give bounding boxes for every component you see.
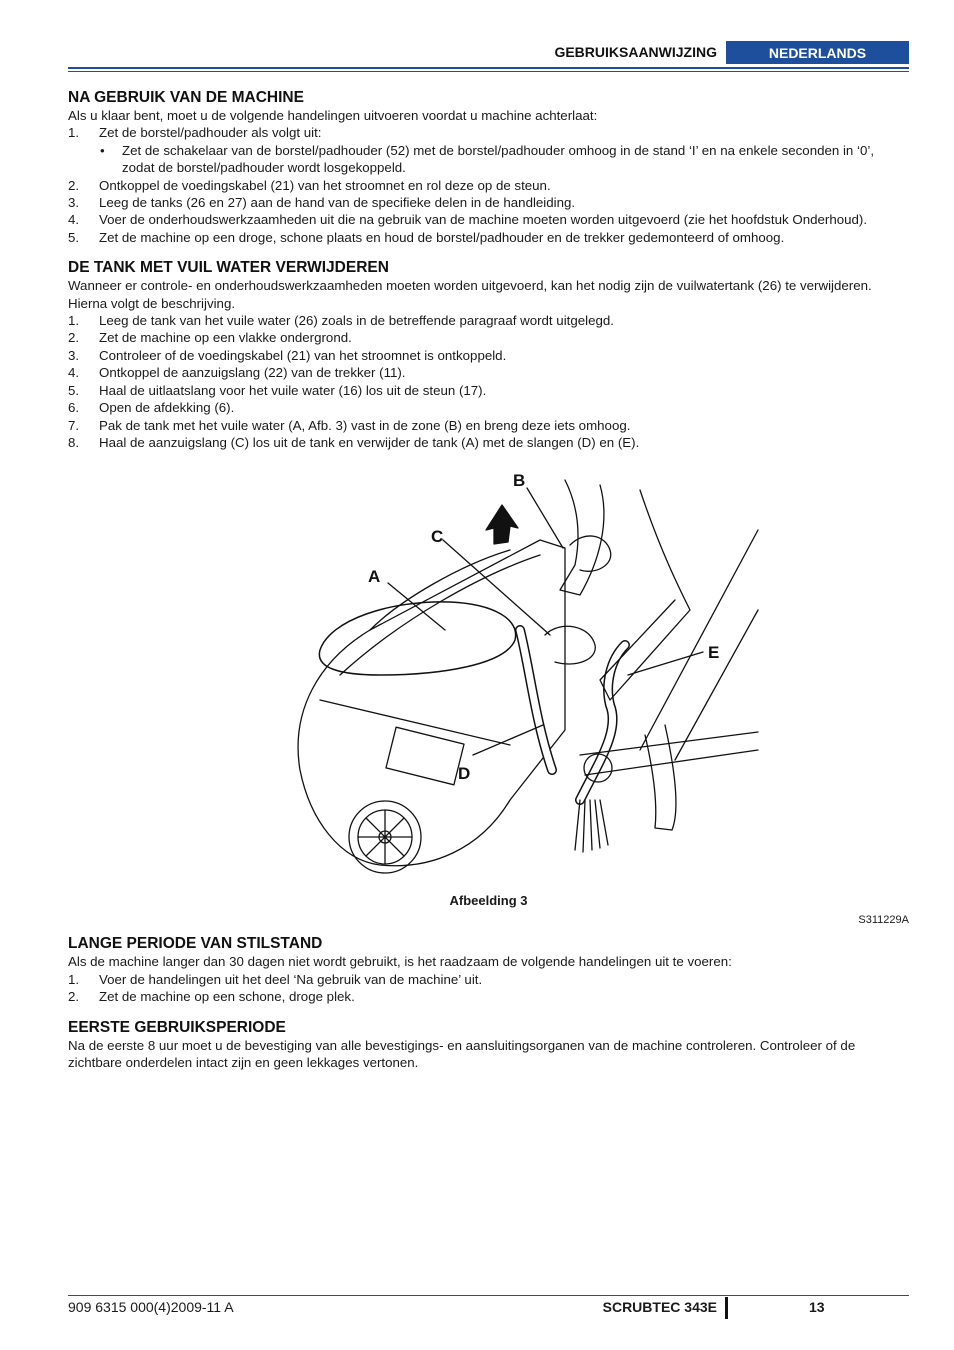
- section-title: LANGE PERIODE VAN STILSTAND: [68, 935, 323, 953]
- leader-b: [527, 488, 563, 548]
- language-badge: NEDERLANDS: [726, 41, 909, 64]
- figure-3: [68, 470, 909, 927]
- section-intro: Als u klaar bent, moet u de volgende handelingen uitvoeren voordat u machine achterlaat:: [68, 108, 598, 123]
- section-title: DE TANK MET VUIL WATER VERWIJDEREN: [68, 259, 389, 277]
- list-item: 2. Ontkoppel de voedingskabel (21) van het stroomnet en rol deze op de steun.: [68, 177, 551, 193]
- label-a: A: [368, 567, 381, 587]
- doc-number: 909 6315 000(4)2009-11 A: [68, 1299, 234, 1315]
- list-item: 2. Zet de machine op een vlakke ondergrond.: [68, 330, 352, 346]
- section-title: NA GEBRUIK VAN DE MACHINE: [68, 89, 304, 106]
- section-intro: Als de machine langer dan 30 dagen niet wordt gebruikt, is het raadzaam de volgende handelingen uit te voeren:: [68, 954, 732, 970]
- footer-rule: [68, 1295, 909, 1296]
- section-after-use: [68, 88, 909, 246]
- machine-body: [298, 540, 565, 866]
- list-item: 4. Ontkoppel de aanzuigslang (22) van de trekker (11).: [68, 365, 406, 381]
- list-item: 1. Zet de borstel/padhouder als volgt uit:: [68, 125, 322, 141]
- list-item: 3. Controleer of de voedingskabel (21) van het stroomnet is ontkoppeld.: [68, 347, 507, 363]
- hand-c: [545, 627, 595, 665]
- footer-divider: [725, 1297, 728, 1319]
- leg: [645, 725, 676, 830]
- page-number: 13: [809, 1299, 825, 1315]
- leader-e: [628, 652, 703, 675]
- list-item: 2. Zet de machine op een schone, droge plek.: [68, 989, 355, 1005]
- list-item: 6. Open de afdekking (6).: [68, 400, 235, 416]
- panel-d: [386, 727, 464, 785]
- list-item: 5. Zet de machine op een droge, schone plaats en houd de borstel/padhouder en de trekker gedemonteerd of omhoog.: [68, 229, 785, 245]
- figure-caption: Afbeelding 3: [449, 893, 528, 909]
- list-item: 4. Voer de onderhoudswerkzaamheden uit die na gebruik van de machine moeten worden uitgevoerd (zie het hoofdstuk Onderhoud).: [68, 212, 868, 228]
- step-list: [68, 312, 909, 451]
- section-title: EERSTE GEBRUIKSPERIODE: [68, 1018, 286, 1036]
- hand-b: [570, 536, 611, 571]
- step-list: [68, 124, 909, 246]
- header-rule: [68, 67, 909, 69]
- label-e: E: [708, 643, 720, 663]
- up-arrow: [486, 505, 518, 544]
- section-intro: Na de eerste 8 uur moet u de bevestiging van alle bevestigings- en aansluitingsorganen van de machine controleren. Controleer of de zichtbare onderdelen intact zijn en geen lekkages vertonen.: [68, 1037, 856, 1070]
- header-label: GEBRUIKSAANWIJZING: [554, 44, 717, 60]
- header-rule-thin: [68, 71, 909, 72]
- section-remove-tank: [68, 258, 909, 451]
- step-list: [68, 971, 909, 1006]
- list-item: 3. Leeg de tanks (26 en 27) aan de hand van de specifieke delen in de handleiding.: [68, 195, 576, 211]
- model-name: SCRUBTEC 343E: [602, 1299, 717, 1315]
- list-item: 1. Leeg de tank van het vuile water (26) zoals in de betreffende paragraaf wordt uitgelegd.: [68, 313, 614, 329]
- list-item: 8. Haal de aanzuigslang (C) los uit de tank en verwijder de tank (A) met de slangen (D) en (E).: [68, 434, 640, 450]
- page-content: [68, 88, 909, 1071]
- figure-code: S311229A: [858, 914, 909, 927]
- label-d: D: [458, 764, 471, 784]
- section-long-standstill: [68, 934, 909, 1005]
- label-b: B: [513, 471, 526, 491]
- list-item-bullet: • Zet de schakelaar van de borstel/padhouder (52) met de borstel/padhouder omhoog in de stand ‘I’ en na enkele seconden in ‘0’, zodat de borstel/padhouder wordt losgekoppeld.: [100, 142, 875, 176]
- list-item: 7. Pak de tank met het vuile water (A, Afb. 3) vast in de zone (B) en breng deze iets omhoog.: [68, 417, 631, 433]
- section-first-use: [68, 1018, 909, 1072]
- list-item: 5. Haal de uitlaatslang voor het vuile water (16) los uit de steun (17).: [68, 382, 487, 398]
- label-c: C: [431, 527, 444, 547]
- section-intro: Wanneer er controle- en onderhoudswerkzaamheden moeten worden uitgevoerd, kan het nodig zijn de vuilwatertank (26) te verwijderen. Hierna volgt de beschrijving.: [68, 278, 872, 311]
- tank-a: [319, 602, 515, 675]
- leader-d: [473, 725, 543, 755]
- machine-illustration: [280, 470, 720, 890]
- list-item: 1. Voer de handelingen uit het deel ‘Na gebruik van de machine’ uit.: [68, 971, 483, 987]
